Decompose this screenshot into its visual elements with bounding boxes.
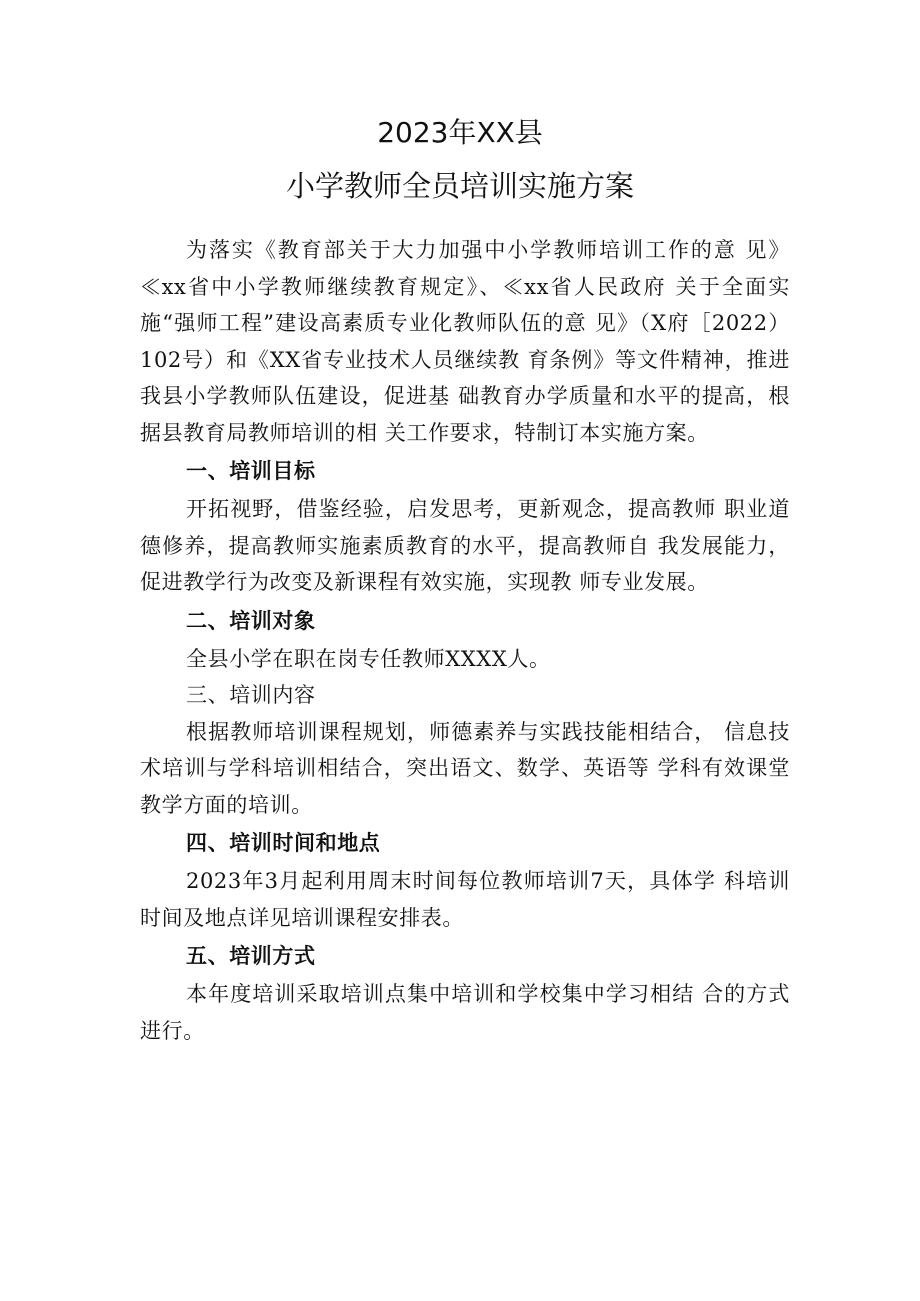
section-heading-goals: 一、培训目标: [186, 459, 316, 483]
document-body: [140, 232, 790, 1049]
section-text-content: 根据教师培训课程规划，师德素养与实践技能相结合， 信息技术培训与学科培训相结合，突出语文、数学、英语等 学科有效课堂教学方面的培训。: [140, 719, 790, 817]
document-title-year: 2023年XX县: [377, 116, 543, 149]
section-heading-targets: 二、培训对象: [186, 608, 316, 633]
section-text-time-place: 2023年3月起利用周末时间每位教师培训7天，具体学 科培训时间及地点详见培训课程安排表。: [140, 869, 790, 930]
document-title-main: 小学教师全员培训实施方案: [285, 169, 634, 203]
section-text-method: 本年度培训采取培训点集中培训和学校集中学习相结 合的方式进行。: [140, 982, 790, 1043]
section-heading-time-place: 四、培训时间和地点: [186, 831, 381, 855]
intro-paragraph: 为落实《教育部关于大力加强中小学教师培训工作的意 见》≪xx省中小学教师继续教育规定》、≪xx省人民政府 关于全面实施“强师工程”建设高素质专业化教师队伍的意 见》（X府［2022） 102号）和《XX省专业技术人员继续教 育条例》等文件精神，推进我县小学教师队伍建设，促进基 础教育办学质量和水平的提高，根据县教育局教师培训的相 关工作要求，特制订本实施方案。: [140, 238, 790, 445]
section-heading-content: 三、培训内容: [186, 683, 316, 707]
section-text-goals: 开拓视野，借鉴经验，启发思考，更新观念，提高教师 职业道德修养，提高教师实施素质教育的水平，提高教师自 我发展能力，促进教学行为改变及新课程有效实施，实现教 师专业发展。: [140, 497, 790, 594]
section-text-targets: 全县小学在职在岗专任教师XXXX人。: [186, 646, 551, 671]
section-heading-method: 五、培训方式: [186, 944, 316, 968]
